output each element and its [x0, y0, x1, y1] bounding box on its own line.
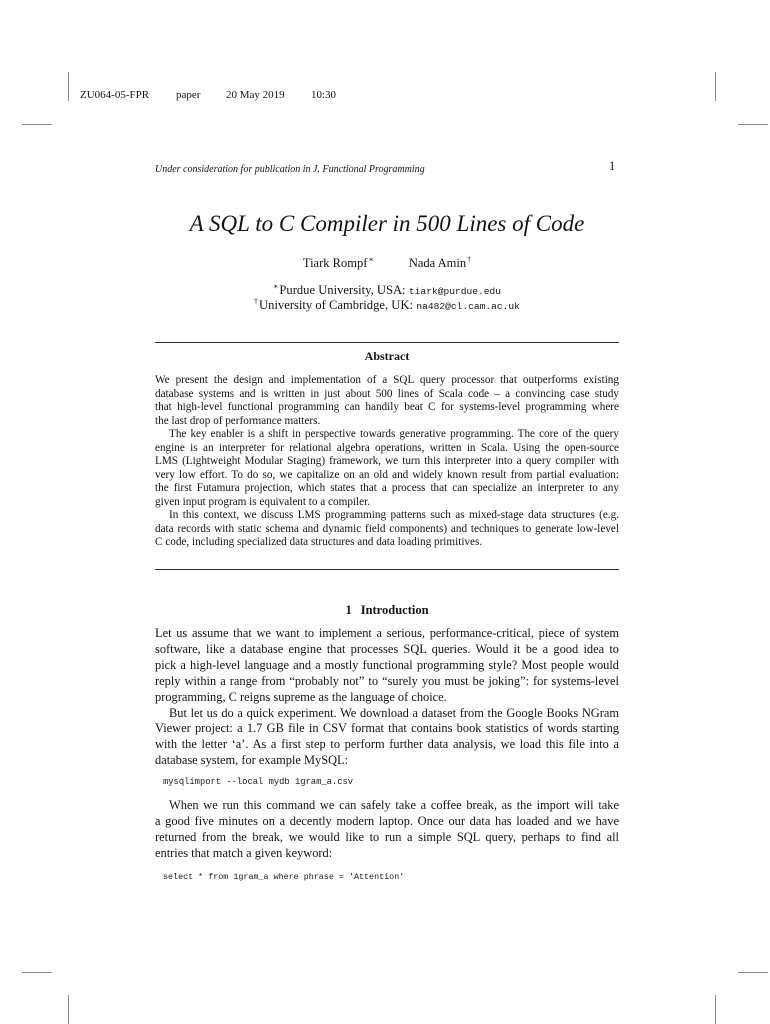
- body-line: Let us assume that we want to implement a serious, performance-critical, piece of system: [155, 626, 619, 640]
- manuscript-id: ZU064-05-FPR: [80, 89, 150, 101]
- crop-mark-top-left-vertical: [68, 72, 69, 101]
- author-name: Tiark Rompf: [302, 256, 368, 270]
- abstract-line: LMS (Lightweight Modular Staging) framework, we turn this interpreter into a query compiler with: [155, 455, 619, 467]
- affiliation: [155, 298, 619, 314]
- body-line: a good five minutes on a decently modern laptop. Once our data has loaded and we have: [155, 813, 619, 828]
- body-line: returned from the break, we would like to run a simple SQL query, perhaps to find all: [155, 829, 619, 844]
- abstract-line: engine is an interpreter for relational algebra operations, written in Scala. Using the open-source: [155, 441, 619, 454]
- abstract-body: [155, 374, 619, 550]
- body-line: When we run this command we can safely take a coffee break, as the import will take: [169, 798, 619, 812]
- body-paragraph: [155, 798, 619, 862]
- abstract-line: the first Futamura projection, which states that a process that can specialize an interpreter to any: [155, 482, 619, 494]
- code-listing: select * from 1gram_a where phrase = 'Attention': [163, 872, 405, 882]
- section-heading: [155, 603, 619, 617]
- abstract-line: given input program is equivalent to a compiler.: [155, 495, 370, 508]
- affiliation-mark: †: [254, 297, 259, 306]
- abstract-line: very low effort. To do so, we capitalize on an old and widely known result from partial evaluation:: [155, 468, 619, 481]
- affiliation-mark: ∗: [272, 282, 279, 291]
- abstract-line: C code, including specialized data structures and data loading primitives.: [155, 536, 483, 548]
- abstract-paragraph: [155, 374, 619, 428]
- body-line: programming, C reigns supreme as the language of choice.: [155, 689, 447, 704]
- crop-mark-top-left-horizontal: [22, 124, 52, 125]
- code-listing: mysqlimport --local mydb 1gram_a.csv: [163, 777, 354, 787]
- abstract-line: data records with static schema and dynamic field components) and techniques to generate low-level: [155, 522, 619, 535]
- abstract-line: In this context, we discuss LMS programming patterns such as mixed-stage data structures (e.g.: [169, 509, 619, 521]
- abstract-paragraph: [155, 509, 619, 550]
- crop-mark-bottom-left-vertical: [68, 995, 69, 1024]
- abstract-line: database systems and is written in just about 500 lines of Scala code – a convincing case study: [155, 387, 619, 400]
- abstract-line: We present the design and implementation of a SQL query processor that outperforms existing: [155, 374, 619, 386]
- affiliation-email: tiark@purdue.edu: [408, 286, 502, 297]
- body-line: Viewer project: a 1.7 GB file in CSV format that contains book statistics of words starting: [155, 721, 619, 736]
- affiliation: [155, 283, 619, 299]
- author-footnote-mark: ∗: [368, 255, 374, 264]
- crop-mark-bottom-left-horizontal: [22, 972, 52, 973]
- crop-mark-top-right-vertical: [715, 72, 716, 101]
- body-line: But let us do a quick experiment. We download a dataset from the Google Books NGram: [169, 705, 619, 720]
- header-date: 20 May 2019: [226, 89, 285, 101]
- body-line: database system, for example MySQL:: [155, 753, 349, 768]
- author-footnote-mark: †: [467, 255, 472, 264]
- crop-mark-top-right-horizontal: [738, 124, 768, 125]
- crop-mark-bottom-right-horizontal: [738, 972, 768, 973]
- body-line: pick a high-level language and a mostly functional programming style? Most people would: [155, 657, 619, 672]
- header-time: 10:30: [311, 89, 337, 101]
- section-number: 1: [345, 603, 352, 617]
- crop-mark-bottom-right-vertical: [715, 995, 716, 1024]
- body-line: with the letter ‘a’. As a first step to perform further data analysis, we load this file into a: [155, 737, 619, 752]
- paper-title: A SQL to C Compiler in 500 Lines of Code: [189, 211, 585, 236]
- body-line: reply within a range from “probably not” to “surely you must be joking”: for systems-level: [155, 673, 619, 688]
- affiliation-institution: University of Cambridge, UK:: [259, 298, 413, 312]
- author-list: [155, 256, 619, 272]
- body-paragraph: [155, 706, 619, 770]
- page-number: 1: [609, 159, 616, 173]
- affiliation-email: na482@cl.cam.ac.uk: [416, 301, 520, 312]
- author: [303, 256, 374, 272]
- author: [409, 256, 471, 272]
- body-paragraph: [155, 626, 619, 706]
- abstract-line: The key enabler is a shift in perspective towards generative programming. The core of the query: [169, 428, 619, 440]
- abstract-line: that high-level functional programming can handily beat C for systems-level programming where: [155, 401, 619, 413]
- abstract-heading: Abstract: [364, 349, 410, 363]
- body-line: entries that match a given keyword:: [155, 845, 333, 860]
- abstract-line: the last drop of performance matters.: [155, 414, 321, 427]
- abstract-bottom-rule: [155, 569, 619, 570]
- journal-note: Under consideration for publication in J. Functional Programming: [155, 164, 425, 175]
- abstract-paragraph: [155, 428, 619, 509]
- affiliation-institution: Purdue University, USA:: [279, 283, 406, 297]
- section-title: Introduction: [360, 603, 429, 617]
- body-line: software, like a database engine that processes SQL queries. Would it be a good idea to: [155, 641, 619, 656]
- manuscript-type: paper: [176, 89, 201, 101]
- abstract-top-rule: [155, 342, 619, 343]
- author-name: Nada Amin: [408, 256, 467, 270]
